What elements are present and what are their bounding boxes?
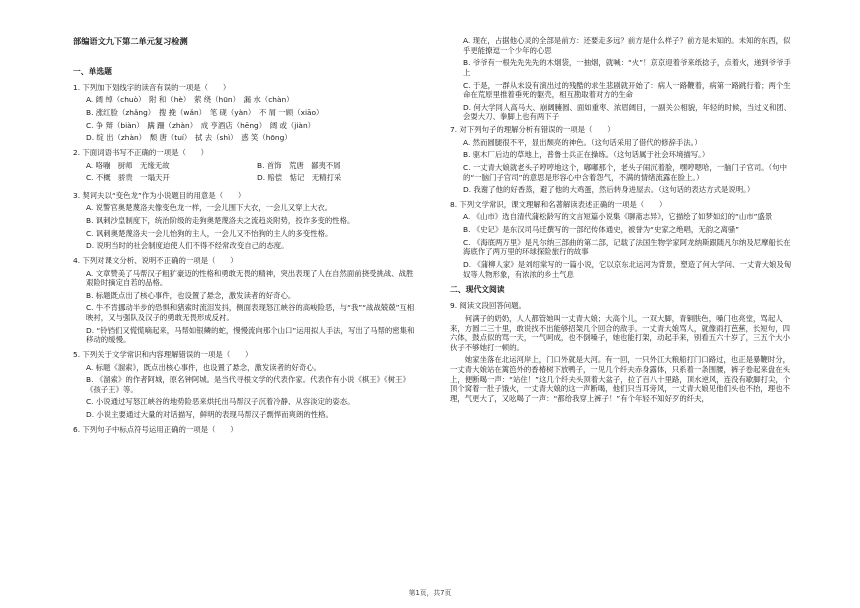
option-item: D. “铃铛们又慌慌嘀起来，马帮如银鳞的蛇，慢慢流向那个山口”运用拟人手法，写出了马帮的密集和移动的缓慢。 [86,325,415,345]
question-options [73,95,418,143]
option-item: A. 然而圆腿很不平，显出颓亮的神色。（这句话采用了借代的修辞手法。） [463,137,702,147]
option-item: C. 于是，一群从未设有演出过的残酷的求生悲剧就开始了：病人一路鞭着，病第一路跳行着；两个生命在荒原里推着垂死的躯壳，相互勘取着对方的生命 [463,80,791,100]
option-item: C. 牛不肯挪动半步的恐惧和猪索时流泪发抖，侧面表现怒江峡谷的高峻险恶，与“我”“战战兢兢”互相映衬，又与强队及汉子的勇敢无畏形成反衬。 [86,303,415,323]
option-item: B. 讽刺沙皇制度下，统治阶级的走狗奥楚蔑洛夫之流趋炎附势，投诈多变的性格。 [86,216,355,226]
option-item: C. 小说通过写怒江峡谷的地势险恶来烘托出马帮汉子沉着冷静、从容淡定的姿态。 [86,397,355,407]
question-6 [73,425,418,435]
option-item: D. 我谢了他的好香蒸，避了他的大鸡蛋，然后转身进屋去。（这句话的表达方式是说明。） [463,185,755,195]
question-stem: 7. 对下列句子的理解分析有错误的一项是（ ） [450,125,615,134]
question-stem: 1. 下列加下划线字的读音有误的一项是（ ） [73,82,231,92]
option-item: A. 标题《溜索》，既点出核心事件，也设置了悬念，激发读者的好奇心。 [86,362,322,372]
option-item: C. 争 辩（biàn） 蹒 跚（zhàn） 成 亨酒店（hēng） 阔 或（jiàn） [86,120,316,130]
reading-question [450,301,795,403]
question-options [73,203,418,251]
page-footer: 第1页，共7页 [408,589,452,598]
question-4 [73,256,418,345]
question-options [450,212,795,279]
option-item: A. 《山市》选自清代蒲松龄写的文言短篇小说集《聊斋志异》，它描绘了如梦如幻的“山市”盛景 [463,212,773,222]
option-item: B. 涨红脸（zhǎng） 搜 挽（wǎn） 笔 砚（yàn） 不 屑 一顾（xiāo） [86,108,324,118]
option-item: D. 小说主要通过大量的对话描写，鲜明的表现马帮汉子剽悍而爽朗的性格。 [86,410,333,420]
option-item: D. 赔偿 惦记 无精打采 [257,173,342,183]
reading-passage [450,314,795,404]
right-question-list [450,125,795,279]
option-item: D. 说明当时的社会制度迫使人们不得不经常改变自己的态度。 [86,241,289,251]
right-column [450,36,795,409]
option-item: A. 咯嘣 厨师 无缘无故 [86,160,170,170]
option-item: A. 说警官奥楚蔑洛夫像变色龙一样，一会儿围下大衣，一会儿又穿上大衣。 [86,203,333,213]
left-column [73,36,418,439]
question-6-options [450,36,795,122]
option-item: D. 绽 出（zhàn） 颓 唐（tuí） 拭 去（shì） 惑 笑（hōng） [86,133,292,143]
option-item: A. 阔 绰（chuò） 附 和（hè） 萦 绕（hūn） 漏 水（chàn） [86,95,294,105]
option-item: B. 《史记》是东汉司马迁撰写的一部纪传体通史，被誉为“史家之绝唱，无韵之离骚” [463,225,740,234]
document-title: 部编语文九下第二单元复习检测 [73,36,188,46]
option-item: A. 文章赞美了马帮汉子粗犷豪迈的性格和勇敢无畏的精神，突出表现了人在自然面前挠受挑战、战胜艰险时摘定自若的品格。 [86,268,414,288]
question-options [73,363,418,420]
option-item: B. 爷爷有一根先先先先的木烟袋，一抽烟，就喊：“火”！京京迎着爷来纸捻子，点着火，递到爷爷手上 [463,58,791,77]
question-stem: 8. 下列文学常识，课文理解和名著解读表述正确的一项是（ ） [450,199,667,209]
reading-stem: 9. 阅读文段回答问题。 [450,301,526,311]
left-question-list [73,83,418,435]
option-item: C. 讽刺奥楚蔑洛夫一会儿怡狗的主人，一会儿又不怡狗的主人的多变性格。 [86,228,333,238]
option-item: B. 标题既点出了核心事件，也设置了悬念，激发读者的好奇心。 [86,290,296,300]
question-stem: 3. 契诃夫以“变色龙”作为小说题目的用意是（ ） [73,190,246,200]
question-3 [73,191,418,251]
question-stem: 2. 下面词语书写不正确的一项是（ ） [73,147,209,157]
question-stem: 6. 下列句子中标点符号运用正确的一项是（ ） [73,424,238,434]
option-item: B. 驱木厂后边的草地上，普鲁士兵正在操练。（这句话属于社会环境描写。） [463,150,710,160]
question-5 [73,350,418,420]
section-heading-single-choice: 一、单选题 [73,66,112,76]
option-item: C. 不概 骄贵 一塌天开 [86,173,170,183]
option-item: D. 何大学同人高马大、崩阔臃圆、面如重枣、浓眉阔目，一副关公相貌，年轻的时候，当过义和团、会耍大刀、拳脚上也有两下子 [463,102,792,122]
question-7 [450,125,795,195]
option-item: C. 一丈青大娘就老头子哼哼地这个，嘟嘟那个，老头子闹沉着脸，嘿哼嗯哈，一脑门子官司。（句中的“一脑门子官司”的意思是形容心中含着怨气，不满的情绪流露在脸上。） [463,162,787,182]
question-stem: 5. 下列关于文学常识和内容理解错误的一项是（ ） [73,349,253,359]
question-stem: 4. 下列对课文分析、说明不正确的一项是（ ） [73,255,238,265]
question-1 [73,83,418,143]
option-item: D. 《蒲柳人家》是刘绍棠写的一篇小说，它以京东北运河为背景，塑造了何大学问、一丈青大娘及匈奴等人物形象，有浓浓的乡土气息 [463,259,792,279]
section-heading-reading: 二、现代文阅读 [450,285,505,295]
question-options [73,161,418,186]
question-8 [450,200,795,279]
option-item: B. 首饰 荒唐 鄙夷不屑 [257,160,341,170]
option-item: C. 《海底两万里》是凡尔纳三部曲的第二部，记载了法国生物学家阿龙纳斯跟随凡尔纳及尼摩船长在海底作了两万里的环球探险旅行的故事 [463,237,791,257]
question-options [450,138,795,195]
question-2 [73,148,418,186]
reading-paragraph: 她家坐落在北运河岸上，门口外就是大河。有一回，一只外江大粮船打门口路过，也正是暴鞭时分，一丈青大娘站在篱笆外的香椿树下放鸭子，一见几个纤夫赤身露体，只系着一条围腰，裤子卷起来盘在头上，便断喝一声：“站住！”这几个纤夫头顶着大盆子，拉了百八十里路，顶水逆风，连没有歇脚打尖，个顶个窝着一肚子饿火，一丈青大娘的这一声断喝，他们只当耳旁风，一丈青大娘见他们头也不抬，理也不理，气更大了，又吆喝了一声：“都给我穿上裤子！”有个年轻不知好歹的纤夫， [450,355,791,403]
question-options [73,269,418,345]
option-item: B. 《溜索》的作者阿城，原名钟阿城。是当代寻根文学的代表作家。代表作有小说《棋王》《树王》《孩子王》等。 [86,375,410,394]
option-item: A. 现在，占据他心灵的全部是前方：还要走多远？前方是什么样子？前方是未知的。未知的东西，似乎更能撩逗一个少年的心思 [463,36,791,55]
reading-paragraph: 何满子的奶奶，人人都管她叫一丈青大娘；大高个儿，一双大脚，青铜肤色，嗓门也亮堂，骂起人来，方圆二三十里，敢说找不出能够招架几个回合的敌手。一丈青大娘骂人，就像雨打芭蕉，长短句，四六体，鼓点似的骂一天，一气呵成，也不倒嗓子，她也能打架，动起手来，别看五六十岁了，三五个大小伙子不够她打一顿的。 [450,313,790,352]
